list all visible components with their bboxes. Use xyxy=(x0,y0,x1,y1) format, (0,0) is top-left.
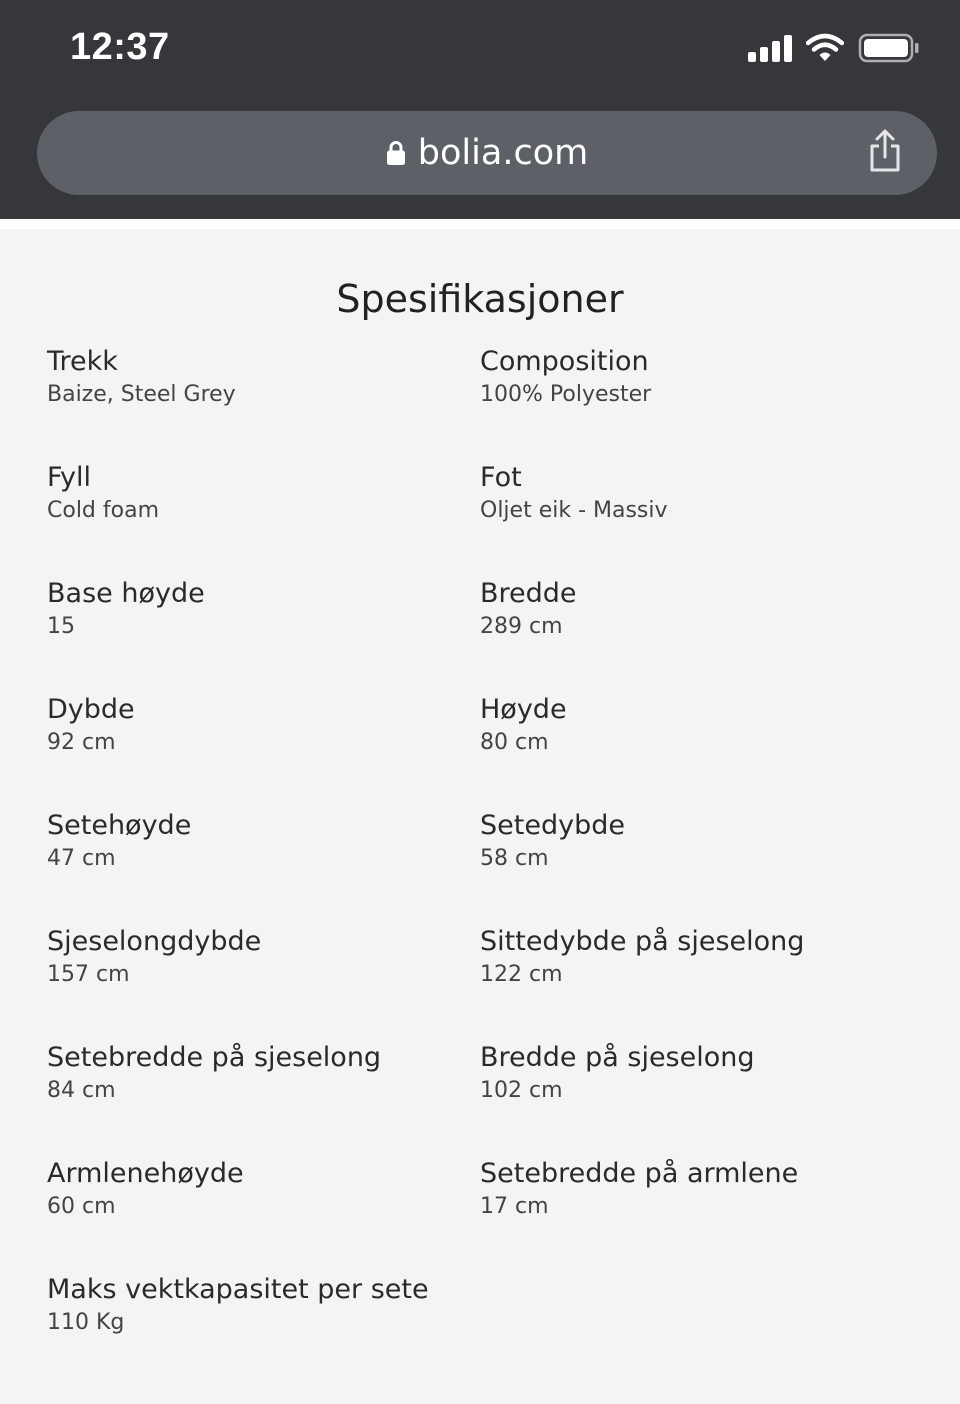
spec-value: 102 cm xyxy=(480,1078,563,1103)
spec-label: Sjeselongdybde xyxy=(47,926,262,957)
spec-value: 84 cm xyxy=(47,1078,116,1103)
spec-label: Trekk xyxy=(47,346,118,377)
spec-item xyxy=(480,809,927,925)
spec-grid xyxy=(47,345,927,1389)
spec-label: Bredde på sjeselong xyxy=(480,1042,755,1073)
section-title: Spesifikasjoner xyxy=(336,277,624,321)
spec-label: Maks vektkapasitet per sete xyxy=(47,1274,429,1305)
spec-label: Sittedybde på sjeselong xyxy=(480,926,805,957)
spec-item xyxy=(47,1041,480,1157)
spec-item xyxy=(480,461,927,577)
spec-item xyxy=(480,1157,927,1273)
spec-item xyxy=(47,345,480,461)
spec-label: Setebredde på sjeselong xyxy=(47,1042,382,1073)
browser-chrome xyxy=(0,0,960,219)
spec-item xyxy=(47,809,480,925)
page-content xyxy=(0,229,960,1404)
spec-item xyxy=(480,345,927,461)
spec-label: Setebredde på armlene xyxy=(480,1158,799,1189)
wifi-icon xyxy=(806,33,844,63)
cellular-signal-icon xyxy=(748,34,792,62)
battery-icon xyxy=(858,33,920,63)
share-icon[interactable] xyxy=(867,129,903,173)
spec-label: Composition xyxy=(480,346,649,377)
spec-value: Cold foam xyxy=(47,498,160,523)
spec-item xyxy=(480,1041,927,1157)
spec-value: 58 cm xyxy=(480,846,549,871)
spec-item xyxy=(480,577,927,693)
spec-value: 289 cm xyxy=(480,614,563,639)
url-text: bolia.com xyxy=(417,133,589,173)
spec-item xyxy=(47,461,480,577)
spec-value: Baize, Steel Grey xyxy=(47,382,236,407)
spec-value: 92 cm xyxy=(47,730,116,755)
spec-label: Base høyde xyxy=(47,578,205,609)
spec-value: 17 cm xyxy=(480,1194,549,1219)
spec-label: Bredde xyxy=(480,578,577,609)
spec-item xyxy=(47,1157,480,1273)
spec-item xyxy=(47,693,480,809)
spec-item xyxy=(47,925,480,1041)
spec-value: 60 cm xyxy=(47,1194,116,1219)
spec-value: 122 cm xyxy=(480,962,563,987)
status-time: 12:37 xyxy=(70,26,170,68)
spec-value: 47 cm xyxy=(47,846,116,871)
status-icons xyxy=(748,30,920,66)
chrome-divider xyxy=(0,219,960,229)
spec-value: 157 cm xyxy=(47,962,130,987)
spec-item xyxy=(47,577,480,693)
spec-value: 110 Kg xyxy=(47,1310,125,1335)
address-bar[interactable] xyxy=(37,111,937,195)
spec-label: Setehøyde xyxy=(47,810,192,841)
spec-item xyxy=(480,925,927,1041)
spec-label: Fyll xyxy=(47,462,92,493)
spec-value: Oljet eik - Massiv xyxy=(480,498,668,523)
spec-value: 80 cm xyxy=(480,730,549,755)
spec-item xyxy=(47,1273,480,1389)
spec-label: Høyde xyxy=(480,694,567,725)
spec-value: 15 xyxy=(47,614,75,639)
spec-label: Fot xyxy=(480,462,522,493)
spec-label: Armlenehøyde xyxy=(47,1158,244,1189)
spec-item xyxy=(480,693,927,809)
spec-value: 100% Polyester xyxy=(480,382,652,407)
lock-icon xyxy=(386,140,406,166)
spec-label: Dybde xyxy=(47,694,135,725)
spec-label: Setedybde xyxy=(480,810,625,841)
